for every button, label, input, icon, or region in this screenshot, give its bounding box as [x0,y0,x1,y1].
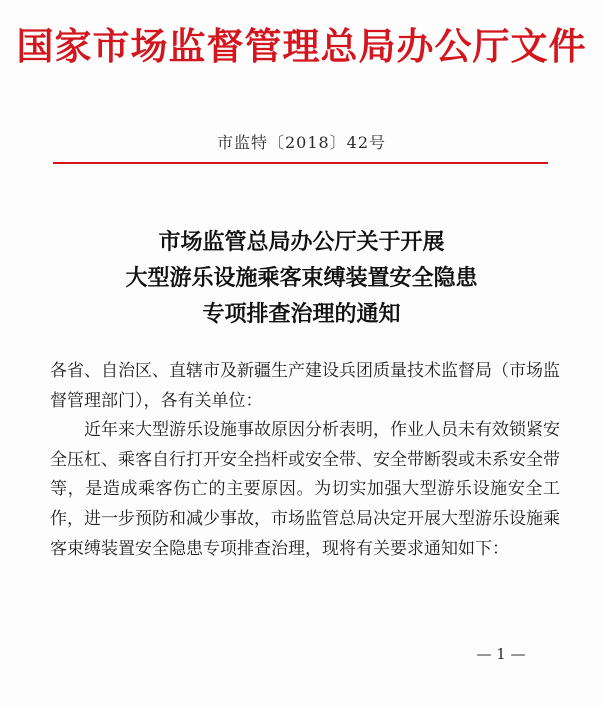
issuer-header-title: 国家市场监督管理总局办公厅文件 [16,24,587,68]
page-number: — 1 — [476,645,526,663]
notice-title [0,224,603,332]
body-paragraph: 近年来大型游乐设施事故原因分析表明，作业人员未有效锁紧安全压杠、乘客自行打开安全挡杆或安全带、安全带断裂或未系安全带等，是造成乘客伤亡的主要原因。为切实加强大型游乐设施安全工作，进一步预防和减少事故，市场监管总局决定开展大型游乐设施乘客束缚装置安全隐患专项排查治理，现将有关要求通知如下： [50,420,560,559]
addressee-paragraph: 各省、自治区、直辖市及新疆生产建设兵团质量技术监督局（市场监督管理部门），各有关单位： [50,361,560,411]
notice-title-line-1: 市场监管总局办公厅关于开展 [158,229,445,255]
notice-title-line-2: 大型游乐设施乘客束缚装置安全隐患 [125,265,478,291]
document-number: 市监特〔2018〕42号 [216,133,387,152]
notice-body [50,357,560,564]
notice-title-line-3: 专项排查治理的通知 [202,301,401,327]
red-separator-line [53,162,548,164]
